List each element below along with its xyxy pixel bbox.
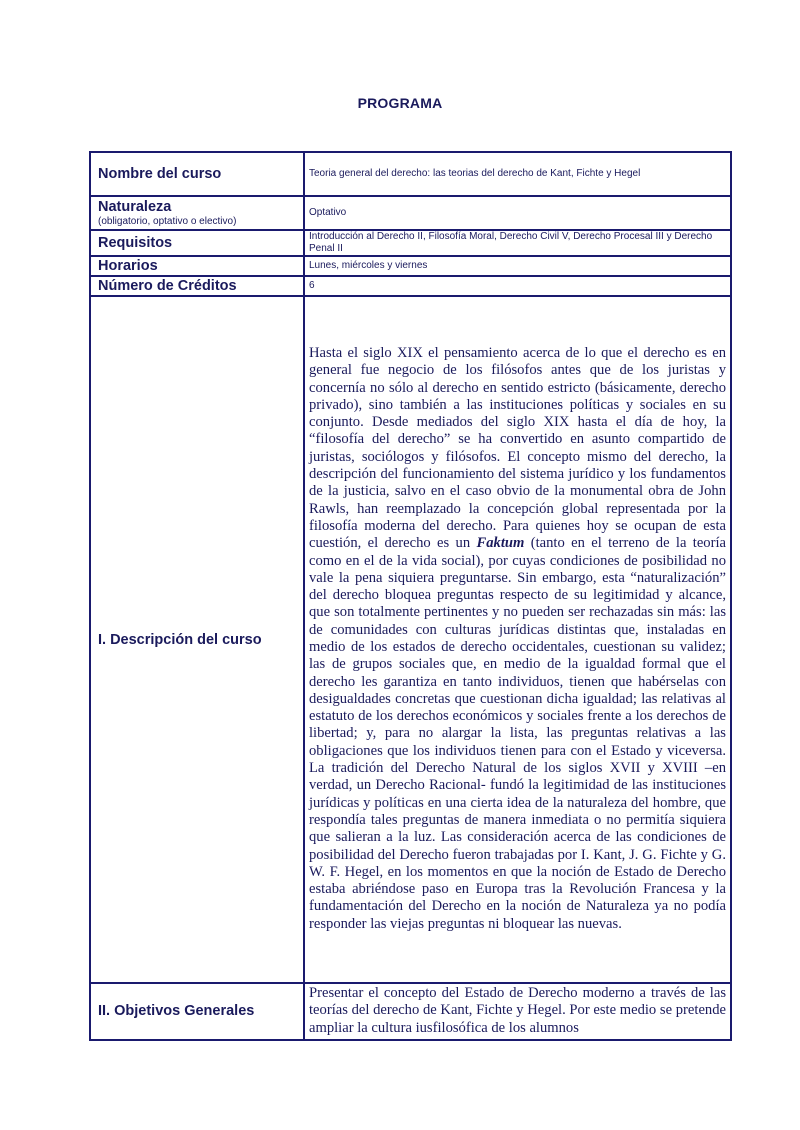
credits-label: Número de Créditos <box>90 276 304 296</box>
program-table <box>89 151 732 1041</box>
table-row <box>90 152 731 196</box>
description-emphasis: Faktum <box>476 535 525 552</box>
table-row <box>90 983 731 1040</box>
description-text <box>304 296 731 983</box>
table-row <box>90 296 731 983</box>
nature-sublabel: (obligatorio, optativo o electivo) <box>98 216 237 227</box>
nature-label-text: Naturaleza <box>98 199 172 215</box>
requirements-value: Introducción al Derecho II, Filosofía Moral, Derecho Civil V, Derecho Procesal III y Derecho Penal II <box>304 230 731 256</box>
table-row <box>90 230 731 256</box>
table-row <box>90 196 731 230</box>
description-label: I. Descripción del curso <box>90 296 304 983</box>
course-name-value: Teoria general del derecho: las teorias del derecho de Kant, Fichte y Hegel <box>304 152 731 196</box>
schedule-value: Lunes, miércoles y viernes <box>304 256 731 276</box>
description-text-part-b: (tanto en el terreno de la teoría como en el de la vida social), por cuyas condiciones de posibilidad no vale la pena siquiera preguntarse. Sin embargo, esta “naturalización” del derecho bloquea preguntas respecto de su legitimidad y alcance, que son totalmente pertinentes y no pueden ser rechazadas sin más: las de comunidades con culturas jurídicas distintas que, instaladas en medio de los estados de derecho occidentales, cuestionan su validez; las de grupos sociales que, en medio de la igualdad formal que el derecho les garantiza en tanto individuos, tienen que habérselas con desigualdades concretas que cuestionan dicha igualdad; las relativas al estatuto de los derechos económicos y sociales frente a los derechos de libertad; y, para no alargar la lista, las preguntas relativas a las obligaciones que los individuos tienen para con el Estado y viceversa. La tradición del Derecho Natural de los siglos XVII y XVIII –en verdad, un Derecho Racional- fundó la legitimidad de las instituciones jurídicas y políticas en una cierta idea de la naturaleza del hombre, que respondía tales preguntas de manera inmediata o no permitía siquiera que salieran a la luz. Las consideración acerca de las condiciones de posibilidad del Derecho fueron trabajadas por I. Kant, J. G. Fichte y G. W. F. Hegel, en los momentos en que la noción de Estado de Derecho estaba abriéndose paso en Europa tras la Revolución Francesa y la fundamentación del Derecho en la noción de Naturaleza ya no podía responder las viejas preguntas ni bloquear las nuevas. <box>309 535 727 932</box>
requirements-label: Requisitos <box>90 230 304 256</box>
nature-value: Optativo <box>304 196 731 230</box>
course-name-label: Nombre del curso <box>90 152 304 196</box>
credits-value: 6 <box>304 276 731 296</box>
objectives-text: Presentar el concepto del Estado de Derecho moderno a través de las teorías del derecho de Kant, Fichte y Hegel. Por este medio se pretende ampliar la cultura iusfilosófica de los alumnos <box>304 983 731 1040</box>
page-title: PROGRAMA <box>357 95 443 111</box>
nature-label <box>90 196 304 230</box>
table-row <box>90 256 731 276</box>
objectives-label: II. Objetivos Generales <box>90 983 304 1040</box>
schedule-label: Horarios <box>90 256 304 276</box>
table-row <box>90 276 731 296</box>
description-text-part-a: Hasta el siglo XIX el pensamiento acerca de lo que el derecho es en general fue negocio de los filósofos antes que de los juristas y concernía no sólo al derecho en sentido estricto (básicamente, derecho privado), sino también a las instituciones políticas y sociales en su conjunto. Desde mediados del siglo XIX hasta el día de hoy, la “filosofía del derecho” se ha convertido en asunto compartido de juristas, sociólogos y filósofos. El concepto mismo del derecho, la descripción del funcionamiento del sistema jurídico y los fundamentos de la justicia, salvo en el caso obvio de la monumental obra de John Rawls, han reemplazado la concepción global representada por la filosofía moderna del derecho. Para quienes hoy se ocupan de esta cuestión, el derecho es un <box>309 344 726 552</box>
